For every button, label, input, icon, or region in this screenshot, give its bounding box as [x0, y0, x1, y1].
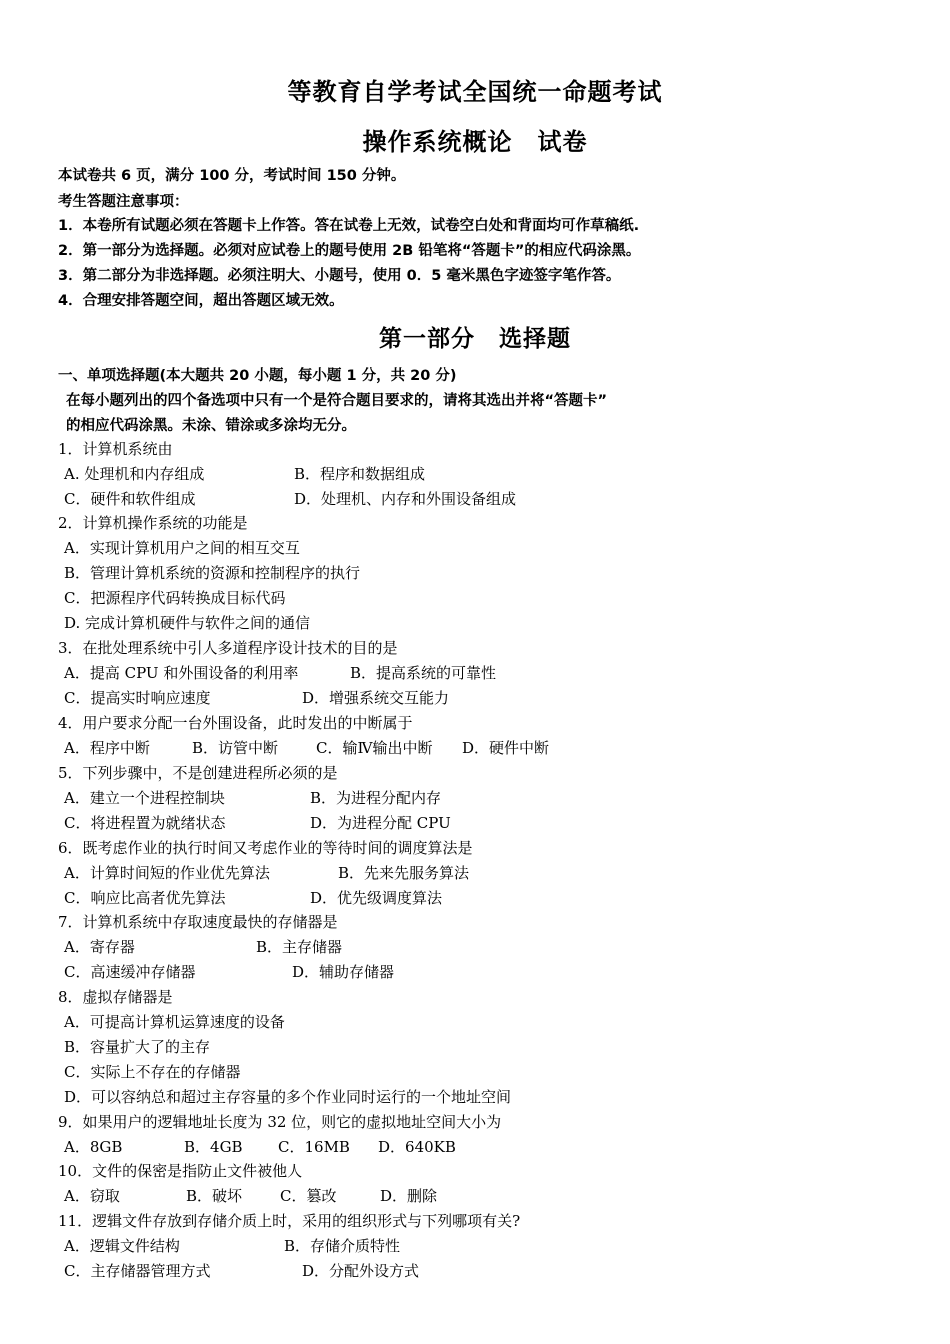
note-item: 4．合理安排答题空间，超出答题区域无效。	[58, 293, 344, 309]
question-option: A．实现计算机用户之间的相互交互	[64, 539, 300, 557]
question-option: B．4GB	[184, 1138, 243, 1156]
question-option: D. 完成计算机硬件与软件之间的通信	[64, 614, 311, 632]
question-stem: 4．用户要求分配一台外围设备，此时发出的中断属于	[58, 714, 413, 732]
question-option: B．存储介质特性	[284, 1237, 401, 1255]
question-option: C．高速缓冲存储器	[64, 963, 196, 981]
question-option: A．窃取	[64, 1187, 120, 1205]
question-option: B．破坏	[186, 1187, 243, 1205]
section-instruction: 的相应代码涂黑。未涂、错涂或多涂均无分。	[66, 418, 356, 434]
question-option: C．响应比高者优先算法	[64, 889, 226, 907]
question-option: D．辅助存储器	[292, 963, 395, 981]
note-item: 3．第二部分为非选择题。必须注明大、小题号，使用 0．5 毫米黑色字迹签字笔作答。	[58, 268, 621, 284]
question-stem: 2．计算机操作系统的功能是	[58, 514, 248, 532]
question-option: A．程序中断	[64, 739, 150, 757]
question-option: C．实际上不存在的存储器	[64, 1063, 241, 1081]
question-option: C．提高实时响应速度	[64, 689, 211, 707]
question-option: B．先来先服务算法	[338, 864, 470, 882]
question-option: A．可提高计算机运算速度的设备	[64, 1013, 285, 1031]
question-option: C．16MB	[278, 1138, 350, 1156]
part-one-title: 第一部分 选择题	[379, 326, 571, 352]
question-option: D．处理机、内存和外围设备组成	[294, 490, 517, 508]
question-stem: 7．计算机系统中存取速度最快的存储器是	[58, 913, 338, 931]
question-option: D．删除	[380, 1187, 438, 1205]
question-stem: 8．虚拟存储器是	[58, 988, 173, 1006]
question-stem: 5．下列步骤中，不是创建进程所必须的是	[58, 764, 338, 782]
question-option: D．可以容纳总和超过主存容量的多个作业同时运行的一个地址空间	[64, 1088, 512, 1106]
question-option: C．硬件和软件组成	[64, 490, 196, 508]
note-item: 2．第一部分为选择题。必须对应试卷上的题号使用 2B 铅笔将“答题卡”的相应代码涂黑。	[58, 243, 641, 259]
question-stem: 9．如果用户的逻辑地址长度为 32 位，则它的虚拟地址空间大小为	[58, 1113, 502, 1131]
question-option: B．管理计算机系统的资源和控制程序的执行	[64, 564, 361, 582]
exam-subtitle: 操作系统概论 试卷	[362, 128, 588, 156]
question-option: B．容量扩大了的主存	[64, 1038, 211, 1056]
question-option: C．把源程序代码转换成目标代码	[64, 589, 286, 607]
question-option: D．增强系统交互能力	[302, 689, 450, 707]
exam-title: 等教育自学考试全国统一命题考试	[287, 78, 663, 106]
question-option: A．计算时间短的作业优先算法	[64, 864, 270, 882]
question-option: D．为进程分配 CPU	[310, 814, 451, 832]
question-option: C．篡改	[280, 1187, 337, 1205]
question-option: B．程序和数据组成	[294, 465, 426, 483]
question-option: A．建立一个进程控制块	[64, 789, 225, 807]
question-stem: 10．文件的保密是指防止文件被他人	[58, 1162, 303, 1180]
question-option: B．访管中断	[192, 739, 279, 757]
section-instruction: 在每小题列出的四个备选项中只有一个是符合题目要求的，请将其选出并将“答题卡”	[66, 393, 608, 409]
question-option: A．寄存器	[64, 938, 135, 956]
question-option: C．主存储器管理方式	[64, 1262, 211, 1280]
question-stem: 3．在批处理系统中引人多道程序设计技术的目的是	[58, 639, 398, 657]
question-option: B．为进程分配内存	[310, 789, 442, 807]
question-option: A．提高 CPU 和外围设备的利用率	[64, 664, 299, 682]
question-stem: 1．计算机系统由	[58, 440, 173, 458]
question-option: C．输Ⅳ输出中断	[316, 739, 433, 757]
section-heading: 一、单项选择题(本大题共 20 小题，每小题 1 分，共 20 分)	[58, 368, 457, 384]
question-option: D．640KB	[378, 1138, 456, 1156]
question-option: A．8GB	[64, 1138, 123, 1156]
note-item: 1．本卷所有试题必须在答题卡上作答。答在试卷上无效，试卷空白处和背面均可作草稿纸.	[58, 218, 640, 234]
question-option: B．提高系统的可靠性	[350, 664, 497, 682]
question-stem: 11．逻辑文件存放到存储介质上时，采用的组织形式与下列哪项有关?	[58, 1212, 521, 1230]
question-option: A．逻辑文件结构	[64, 1237, 180, 1255]
question-option: D．分配外设方式	[302, 1262, 420, 1280]
question-option: C．将进程置为就绪状态	[64, 814, 226, 832]
question-option: A. 处理机和内存组成	[64, 465, 205, 483]
exam-intro: 本试卷共 6 页，满分 100 分，考试时间 150 分钟。	[58, 168, 406, 184]
question-option: D．优先级调度算法	[310, 889, 443, 907]
question-option: B．主存储器	[256, 938, 343, 956]
question-option: D．硬件中断	[462, 739, 550, 757]
question-stem: 6．既考虑作业的执行时间又考虑作业的等待时间的调度算法是	[58, 839, 473, 857]
notes-heading: 考生答题注意事项：	[58, 194, 189, 210]
